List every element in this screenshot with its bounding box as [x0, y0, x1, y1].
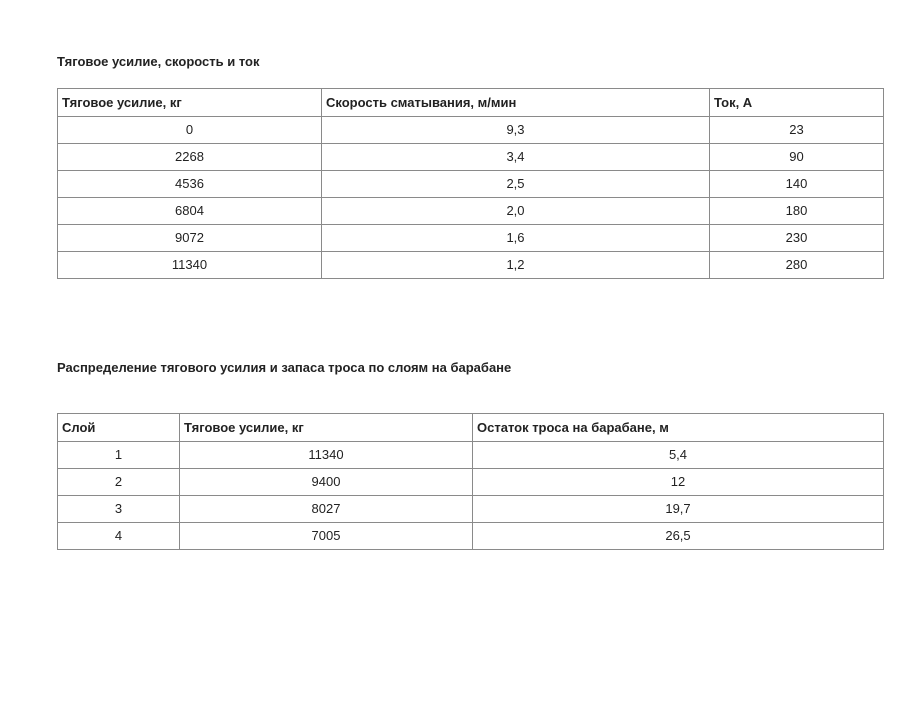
table-row	[58, 442, 884, 469]
rope-remaining-cell: 12	[473, 469, 884, 496]
layer-cell: 1	[58, 442, 180, 469]
table1-title: Тяговое усилие, скорость и ток	[57, 54, 260, 69]
traction-cell: 6804	[58, 198, 322, 225]
traction-cell: 7005	[180, 523, 473, 550]
traction-cell: 2268	[58, 144, 322, 171]
table-row	[58, 469, 884, 496]
layer-cell: 4	[58, 523, 180, 550]
traction-cell: 8027	[180, 496, 473, 523]
traction-speed-current-table	[57, 88, 884, 279]
table-row	[58, 171, 884, 198]
rope-remaining-cell: 19,7	[473, 496, 884, 523]
speed-cell: 3,4	[322, 144, 710, 171]
table-row	[58, 144, 884, 171]
column-header-traction: Тяговое усилие, кг	[58, 89, 322, 117]
table-header-row	[58, 89, 884, 117]
column-header-layer: Слой	[58, 414, 180, 442]
column-header-rope-remaining: Остаток троса на барабане, м	[473, 414, 884, 442]
speed-cell: 1,6	[322, 225, 710, 252]
rope-remaining-cell: 26,5	[473, 523, 884, 550]
traction-cell: 4536	[58, 171, 322, 198]
current-cell: 140	[710, 171, 884, 198]
traction-cell: 0	[58, 117, 322, 144]
speed-cell: 2,0	[322, 198, 710, 225]
current-cell: 23	[710, 117, 884, 144]
speed-cell: 1,2	[322, 252, 710, 279]
column-header-current: Ток, А	[710, 89, 884, 117]
column-header-speed: Скорость сматывания, м/мин	[322, 89, 710, 117]
speed-cell: 2,5	[322, 171, 710, 198]
speed-cell: 9,3	[322, 117, 710, 144]
current-cell: 90	[710, 144, 884, 171]
traction-cell: 11340	[180, 442, 473, 469]
table-row	[58, 198, 884, 225]
rope-remaining-cell: 5,4	[473, 442, 884, 469]
table-row	[58, 496, 884, 523]
table2-title: Распределение тягового усилия и запаса троса по слоям на барабане	[57, 360, 512, 375]
table-row	[58, 117, 884, 144]
drum-layers-table	[57, 413, 884, 550]
current-cell: 230	[710, 225, 884, 252]
table-header-row	[58, 414, 884, 442]
traction-cell: 9400	[180, 469, 473, 496]
column-header-traction: Тяговое усилие, кг	[180, 414, 473, 442]
traction-cell: 11340	[58, 252, 322, 279]
layer-cell: 2	[58, 469, 180, 496]
table-row	[58, 252, 884, 279]
traction-cell: 9072	[58, 225, 322, 252]
table-row	[58, 225, 884, 252]
table-row	[58, 523, 884, 550]
current-cell: 280	[710, 252, 884, 279]
layer-cell: 3	[58, 496, 180, 523]
current-cell: 180	[710, 198, 884, 225]
